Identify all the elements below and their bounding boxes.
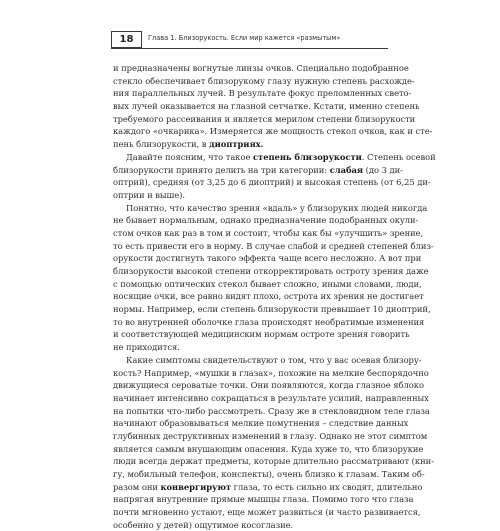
text-run: близорукости высокой степени откорректировать остроту зрения даже bbox=[113, 266, 429, 276]
text-run: не приходится. bbox=[113, 342, 180, 353]
text-run: и предназначены вогнутые линзы очков. Специально подобранное bbox=[113, 63, 409, 73]
text-line bbox=[113, 303, 431, 316]
text-line bbox=[113, 265, 429, 278]
body-text bbox=[113, 62, 436, 531]
text-run: начинает интенсивно сокращаться в результате усилий, направленных bbox=[113, 392, 429, 403]
text-line bbox=[113, 405, 430, 418]
text-run: стом очков как раз в том и состоит, чтобы как бы «улучшить» зрение, bbox=[113, 227, 424, 238]
text-line bbox=[113, 430, 428, 443]
text-line bbox=[113, 202, 428, 215]
text-run: стекло обеспечивает близорукому глазу нужную степень расхожде- bbox=[113, 75, 415, 86]
text-line bbox=[113, 214, 419, 227]
text-line bbox=[113, 113, 416, 126]
text-run: люди всегда держат предметы, которые длительно рассматривают (кни- bbox=[113, 456, 434, 467]
text-run: Давайте поясним, что такое bbox=[126, 151, 253, 162]
text-run: движущиеся сероватые точки. Они появляются, когда глазное яблоко bbox=[113, 380, 424, 391]
text-line bbox=[113, 328, 410, 341]
text-line bbox=[113, 240, 434, 253]
text-run: является самым внушающим опасения. Куда хуже то, что близорукие bbox=[113, 443, 424, 454]
text-run: то во внутренней оболочке глаза происходят необратимые изменения bbox=[113, 316, 425, 327]
text-run: глаза, то есть сильно их сводят, длительно bbox=[231, 481, 423, 492]
text-line bbox=[113, 75, 415, 88]
text-run: оптрий), средняя (от 3,25 до 6 диоптрий) и высокая степень (от 6,25 ди- bbox=[113, 177, 431, 188]
text-run: нормы. Например, если степень близорукости превышает 10 диоптрий, bbox=[113, 304, 431, 315]
text-line bbox=[113, 481, 423, 494]
text-line bbox=[113, 176, 431, 189]
text-line bbox=[113, 278, 422, 291]
text-line bbox=[113, 125, 433, 138]
text-run: с помощью оптических стекол бывает сложно, иными словами, люди, bbox=[113, 278, 422, 289]
bold-term: степень близорукости bbox=[253, 151, 362, 162]
text-run: (до 3 ди- bbox=[363, 164, 403, 175]
text-line bbox=[113, 316, 425, 329]
text-line bbox=[113, 379, 424, 392]
text-line bbox=[113, 341, 389, 354]
text-run: близорукости принято делить на три категории: bbox=[113, 164, 330, 175]
text-line bbox=[113, 151, 436, 164]
bold-term: конвергируют bbox=[160, 481, 232, 492]
header-rule bbox=[111, 48, 388, 49]
bold-term: слабая bbox=[329, 164, 364, 175]
text-line bbox=[113, 443, 424, 456]
text-line bbox=[113, 189, 389, 202]
text-line bbox=[113, 62, 409, 75]
text-run: и соответствующей медицинским нормам остроте зрения говорить bbox=[113, 329, 410, 340]
text-run: требуемого рассеивания и является мерилом степени близорукости bbox=[113, 113, 416, 124]
text-run: не бывает нормальным, однако предназначение подобранных окули- bbox=[113, 215, 419, 226]
text-line bbox=[113, 252, 422, 265]
text-run: кость? Например, «мушки в глазах», похожие на мелкие беспорядочно bbox=[113, 367, 429, 378]
text-line bbox=[113, 468, 425, 481]
text-run: вых лучей оказывается на глазной сетчатке. Кстати, именно степень bbox=[113, 101, 420, 112]
text-line bbox=[113, 392, 429, 405]
text-run: Понятно, что качество зрения «вдаль» у близоруких людей никогда bbox=[126, 202, 428, 213]
text-run: гу, мобильный телефон, конспекты), очень близко к глазам. Таким об- bbox=[113, 469, 425, 479]
text-run: каждого «очкарика». Измеряется же мощность стекол очков, как и сте- bbox=[113, 126, 433, 137]
text-run: то есть привести его в норму. В случае слабой и средней степеней близ- bbox=[113, 240, 434, 251]
text-run: ния параллельных лучей. В результате фокус преломленных свето- bbox=[113, 88, 412, 99]
text-run: Какие симптомы свидетельствуют о том, что у вас осевая близору- bbox=[126, 354, 422, 365]
text-line bbox=[113, 164, 403, 177]
text-run: пень близорукости, в bbox=[113, 139, 210, 150]
text-run: . Степень осевой bbox=[361, 151, 436, 162]
text-line bbox=[113, 506, 421, 519]
text-line bbox=[113, 417, 409, 430]
page-number: 18 bbox=[111, 31, 142, 48]
running-head: Глава 1. Близорукость. Если мир кажется «размытым» bbox=[148, 34, 341, 42]
text-run: начинают образовываться мелкие помутнения – следствие данных bbox=[113, 418, 409, 429]
text-run: глубинных деструктивных изменений в глазу. Однако не этот симптом bbox=[113, 430, 428, 441]
text-run: почти мгновенно устают, еще может развиться (и часто развивается, bbox=[113, 507, 421, 518]
text-run: разом они bbox=[113, 481, 161, 492]
text-line bbox=[113, 354, 422, 367]
bold-term: диоптриях. bbox=[209, 139, 264, 150]
text-line bbox=[113, 290, 424, 303]
text-line bbox=[113, 519, 389, 531]
text-run: орукости достигнуть такого эффекта чаще всего несложно. А вот при bbox=[113, 253, 422, 264]
text-run: особенно у детей) ощутимое косоглазие. bbox=[113, 519, 294, 530]
text-run: напрягая внутренние прямые мышцы глаза. Помимо того что глаза bbox=[113, 494, 414, 505]
text-line bbox=[113, 455, 434, 468]
text-line bbox=[113, 87, 412, 100]
text-run: на попытки что-либо рассмотреть. Сразу же в стекловидном теле глаза bbox=[113, 405, 430, 416]
text-line bbox=[113, 367, 429, 380]
text-line bbox=[113, 100, 420, 113]
text-run: носящие очки, все равно видят плохо, острота их зрения не достигает bbox=[113, 291, 424, 302]
text-line bbox=[113, 227, 424, 240]
text-line bbox=[113, 138, 389, 151]
text-run: оптрии и выше). bbox=[113, 189, 185, 200]
